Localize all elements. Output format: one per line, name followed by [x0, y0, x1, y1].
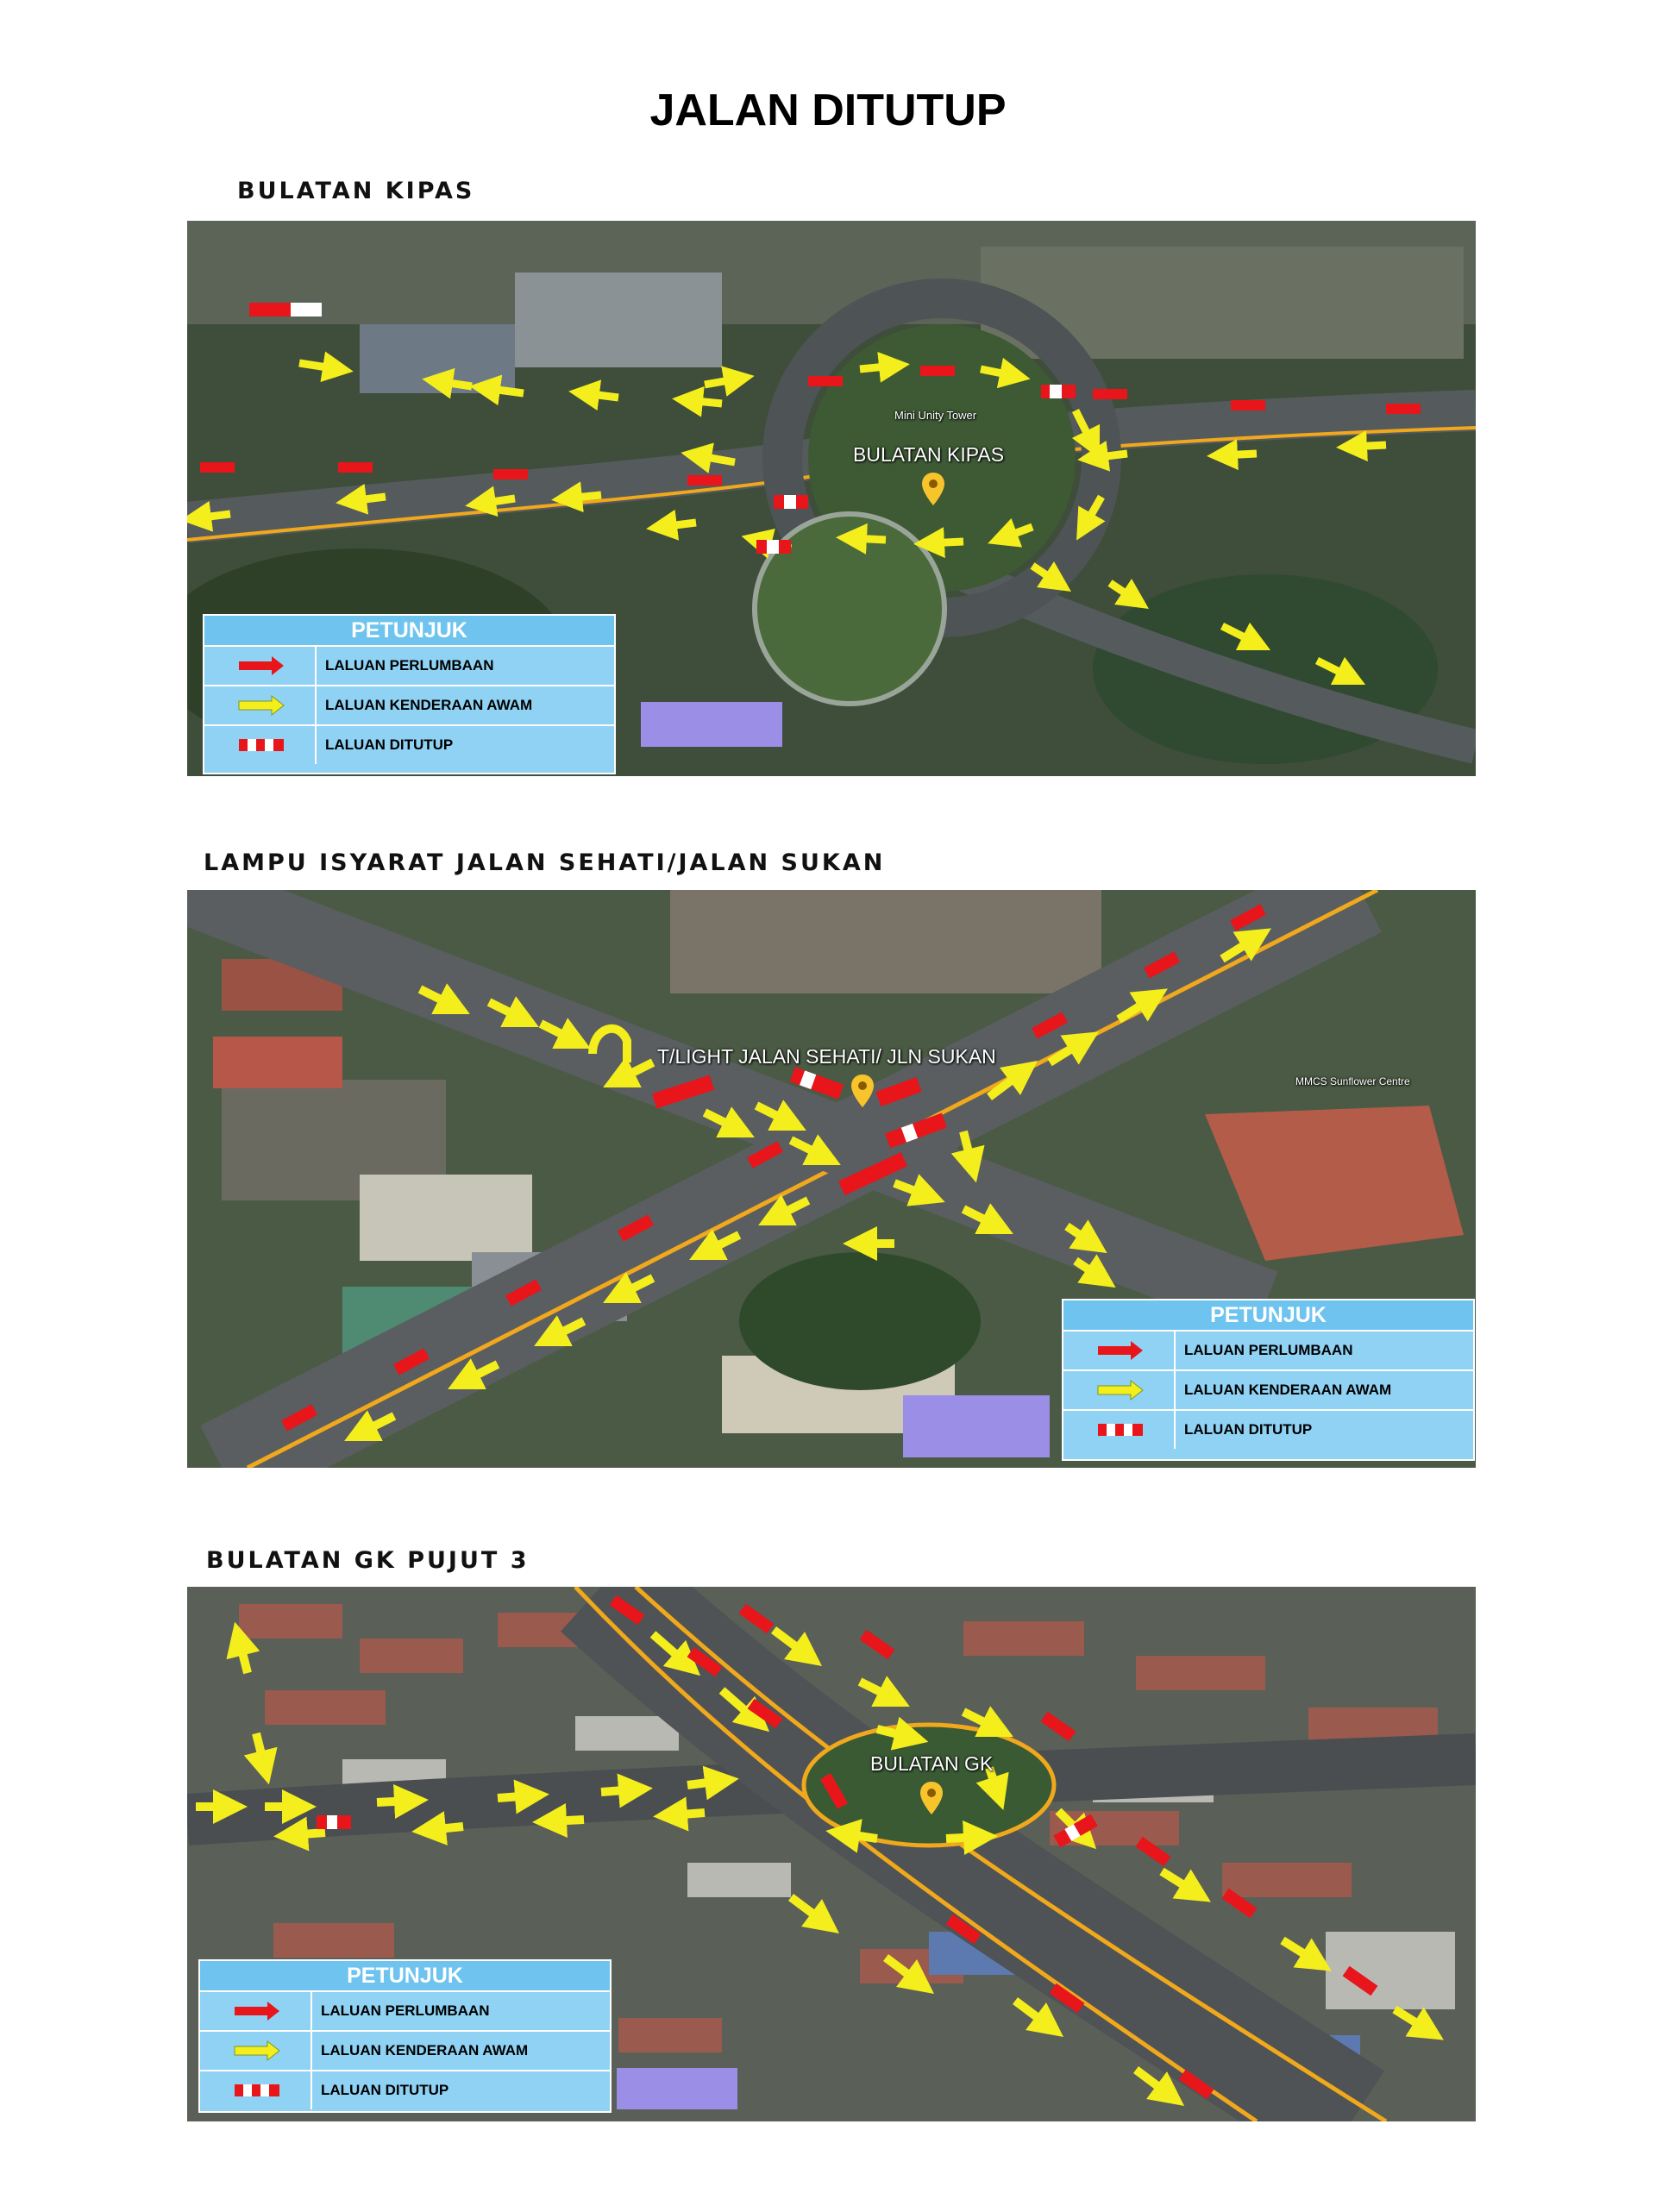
barrier-icon: [204, 726, 315, 764]
yellow-arrow-icon: [204, 686, 315, 724]
legend-text-public: LALUAN KENDERAAN AWAM: [325, 697, 533, 713]
redaction-box: [903, 1395, 1050, 1457]
legend-title: PETUNJUK: [200, 1961, 610, 1992]
legend-row-public: [204, 686, 614, 726]
legend-text-closed: LALUAN DITUTUP: [325, 736, 454, 753]
red-arrow-icon: [1063, 1332, 1174, 1369]
legend-row-closed: [204, 726, 614, 764]
legend-title: PETUNJUK: [1063, 1300, 1473, 1332]
map-place-label: BULATAN GK: [870, 1752, 994, 1775]
map-pin-icon[interactable]: [851, 1075, 874, 1107]
legend-text-race: LALUAN PERLUMBAAN: [321, 2002, 490, 2019]
legend-panel: [198, 1959, 612, 2113]
legend-text-closed: LALUAN DITUTUP: [321, 2082, 449, 2098]
redaction-box: [641, 702, 782, 747]
redaction-box: [617, 2068, 737, 2109]
legend-text-closed: LALUAN DITUTUP: [1184, 1421, 1313, 1438]
legend-row-closed: [1063, 1411, 1473, 1449]
legend-row-public: [200, 2032, 610, 2071]
map-gk-pujut[interactable]: [187, 1587, 1476, 2121]
legend-text-public: LALUAN KENDERAAN AWAM: [321, 2042, 529, 2058]
map-sehati-sukan[interactable]: [187, 890, 1476, 1468]
barrier-icon: [200, 2071, 310, 2109]
map-bulatan-kipas[interactable]: [187, 221, 1476, 776]
legend-row-public: [1063, 1371, 1473, 1411]
legend-panel: [203, 614, 616, 774]
legend-text-public: LALUAN KENDERAAN AWAM: [1184, 1382, 1392, 1398]
red-arrow-icon: [200, 1992, 310, 2030]
map-label-minor: MMCS Sunflower Centre: [1295, 1075, 1410, 1087]
map-place-label: BULATAN KIPAS: [853, 443, 1005, 466]
map-pin-icon[interactable]: [922, 473, 944, 505]
legend-title: PETUNJUK: [204, 616, 614, 647]
red-arrow-icon: [204, 647, 315, 685]
legend-panel: [1062, 1299, 1475, 1461]
yellow-arrow-icon: [1063, 1371, 1174, 1409]
legend-row-race: [200, 1992, 610, 2032]
legend-text-race: LALUAN PERLUMBAAN: [325, 657, 494, 674]
map-place-label: T/LIGHT JALAN SEHATI/ JLN SUKAN: [657, 1045, 996, 1068]
legend-row-race: [1063, 1332, 1473, 1371]
map-label-minor: Mini Unity Tower: [894, 409, 977, 422]
yellow-arrow-icon: [200, 2032, 310, 2070]
page-title: JALAN DITUTUP: [649, 85, 1007, 135]
legend-text-race: LALUAN PERLUMBAAN: [1184, 1342, 1353, 1358]
barrier-icon: [1063, 1411, 1174, 1449]
section-label-bulatan-kipas: BULATAN KIPAS: [237, 178, 475, 204]
section-label-gk-pujut: BULATAN GK PUJUT 3: [206, 1547, 530, 1574]
map-pin-icon[interactable]: [920, 1782, 943, 1814]
section-label-sehati-sukan: LAMPU ISYARAT JALAN SEHATI/JALAN SUKAN: [204, 849, 886, 876]
legend-row-race: [204, 647, 614, 686]
legend-row-closed: [200, 2071, 610, 2109]
